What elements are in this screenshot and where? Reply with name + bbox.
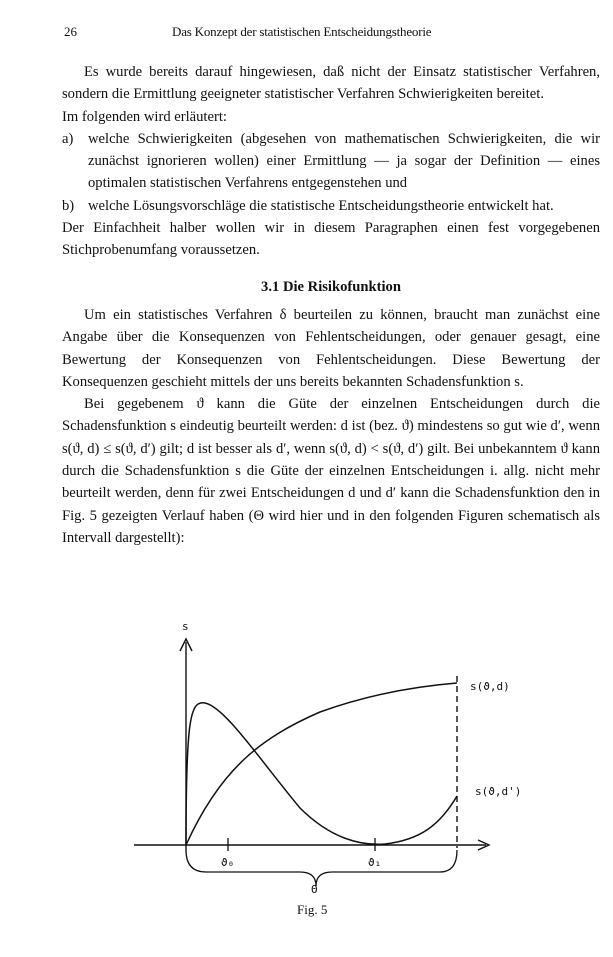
list-item-a-text: welche Schwierigkeiten (abgesehen von mathematischen Schwierigkeiten, die wir zunächst ignorieren wollen) einer Ermittlung — ja sogar der Definition — eines optimalen statistischen Verfahrens entgegenstehen und: [88, 130, 600, 192]
x-axis-arrow: [478, 840, 489, 850]
section-paragraph-1: Um ein statistisches Verfahren δ beurteilen zu können, braucht man zunächst eine Angabe über die Konsequenzen von Fehlentscheidungen, oder genauer gesagt, eine Bewertung der Konsequenzen von Fehlentscheidungen. Diese Bewertung der Konsequenzen geschieht mittels der uns bereits bekannten Schadensfunktion s.: [62, 306, 600, 390]
interval-brace: [186, 850, 457, 886]
intro-paragraph-2: Im folgenden wird erläutert:: [62, 108, 227, 125]
y-axis-arrow: [180, 639, 192, 651]
curve-label-s-theta-d: s(ϑ,d): [470, 680, 510, 693]
list-item-a-label: a): [62, 130, 74, 147]
intro-paragraph-3: Der Einfachheit halber wollen wir in diesem Paragraphen einen fest vorgegebenen Stichprobenumfang voraussetzen.: [62, 220, 600, 259]
page-header: [64, 24, 600, 44]
section-title: 3.1 Die Risikofunktion: [261, 278, 401, 295]
curve-label-s-theta-d-prime: s(ϑ,d'): [475, 785, 522, 798]
page-body: [62, 61, 600, 549]
figure-caption: Fig. 5: [297, 902, 328, 917]
list-item-b-text: welche Lösungsvorschläge die statistische Entscheidungstheorie entwickelt hat.: [88, 197, 554, 214]
list-item-b-label: b): [62, 197, 75, 214]
curve-s-theta-d: [186, 683, 457, 845]
list-item-b: [62, 195, 600, 217]
section-paragraph-2: Bei gegebenem ϑ kann die Güte der einzelnen Entscheidungen durch die Schadensfunktion s eindeutig beurteilt werden: d ist (bez. ϑ) mindestens so gut wie d′, wenn s(ϑ, d) ≤ s(ϑ, d′) gilt; d ist besser als d′, wenn s(ϑ, d) < s(ϑ, d′) gilt. Bei unbekanntem ϑ kann durch die Schadensfunktion s die Güte der einzelnen Entscheidungen i. allg. nicht mehr beurteilt werden, denn für zwei Entscheidungen d und d′ kann die Schadensfunktion den in Fig. 5 gezeigten Verlauf haben (Θ wird hier und in den folgenden Figuren schematisch als Intervall dargestellt):: [62, 396, 600, 546]
list-item-a: [62, 128, 600, 195]
curve-s-theta-d-prime: [186, 703, 457, 845]
tick-theta-1-label: ϑ₁: [368, 856, 382, 869]
running-title: Das Konzept der statistischen Entscheidungstheorie: [172, 24, 432, 39]
tick-theta-0-label: ϑ₀: [221, 856, 235, 869]
y-axis-label: s: [182, 620, 189, 633]
intro-paragraph-1: Es wurde bereits darauf hingewiesen, daß nicht der Einsatz statistischer Verfahren, sondern die Ermittlung geeigneter statistischer Verfahren Schwierigkeiten bereitet.: [62, 64, 600, 103]
interval-label-theta: Θ: [311, 883, 318, 896]
page-number: 26: [64, 24, 77, 39]
